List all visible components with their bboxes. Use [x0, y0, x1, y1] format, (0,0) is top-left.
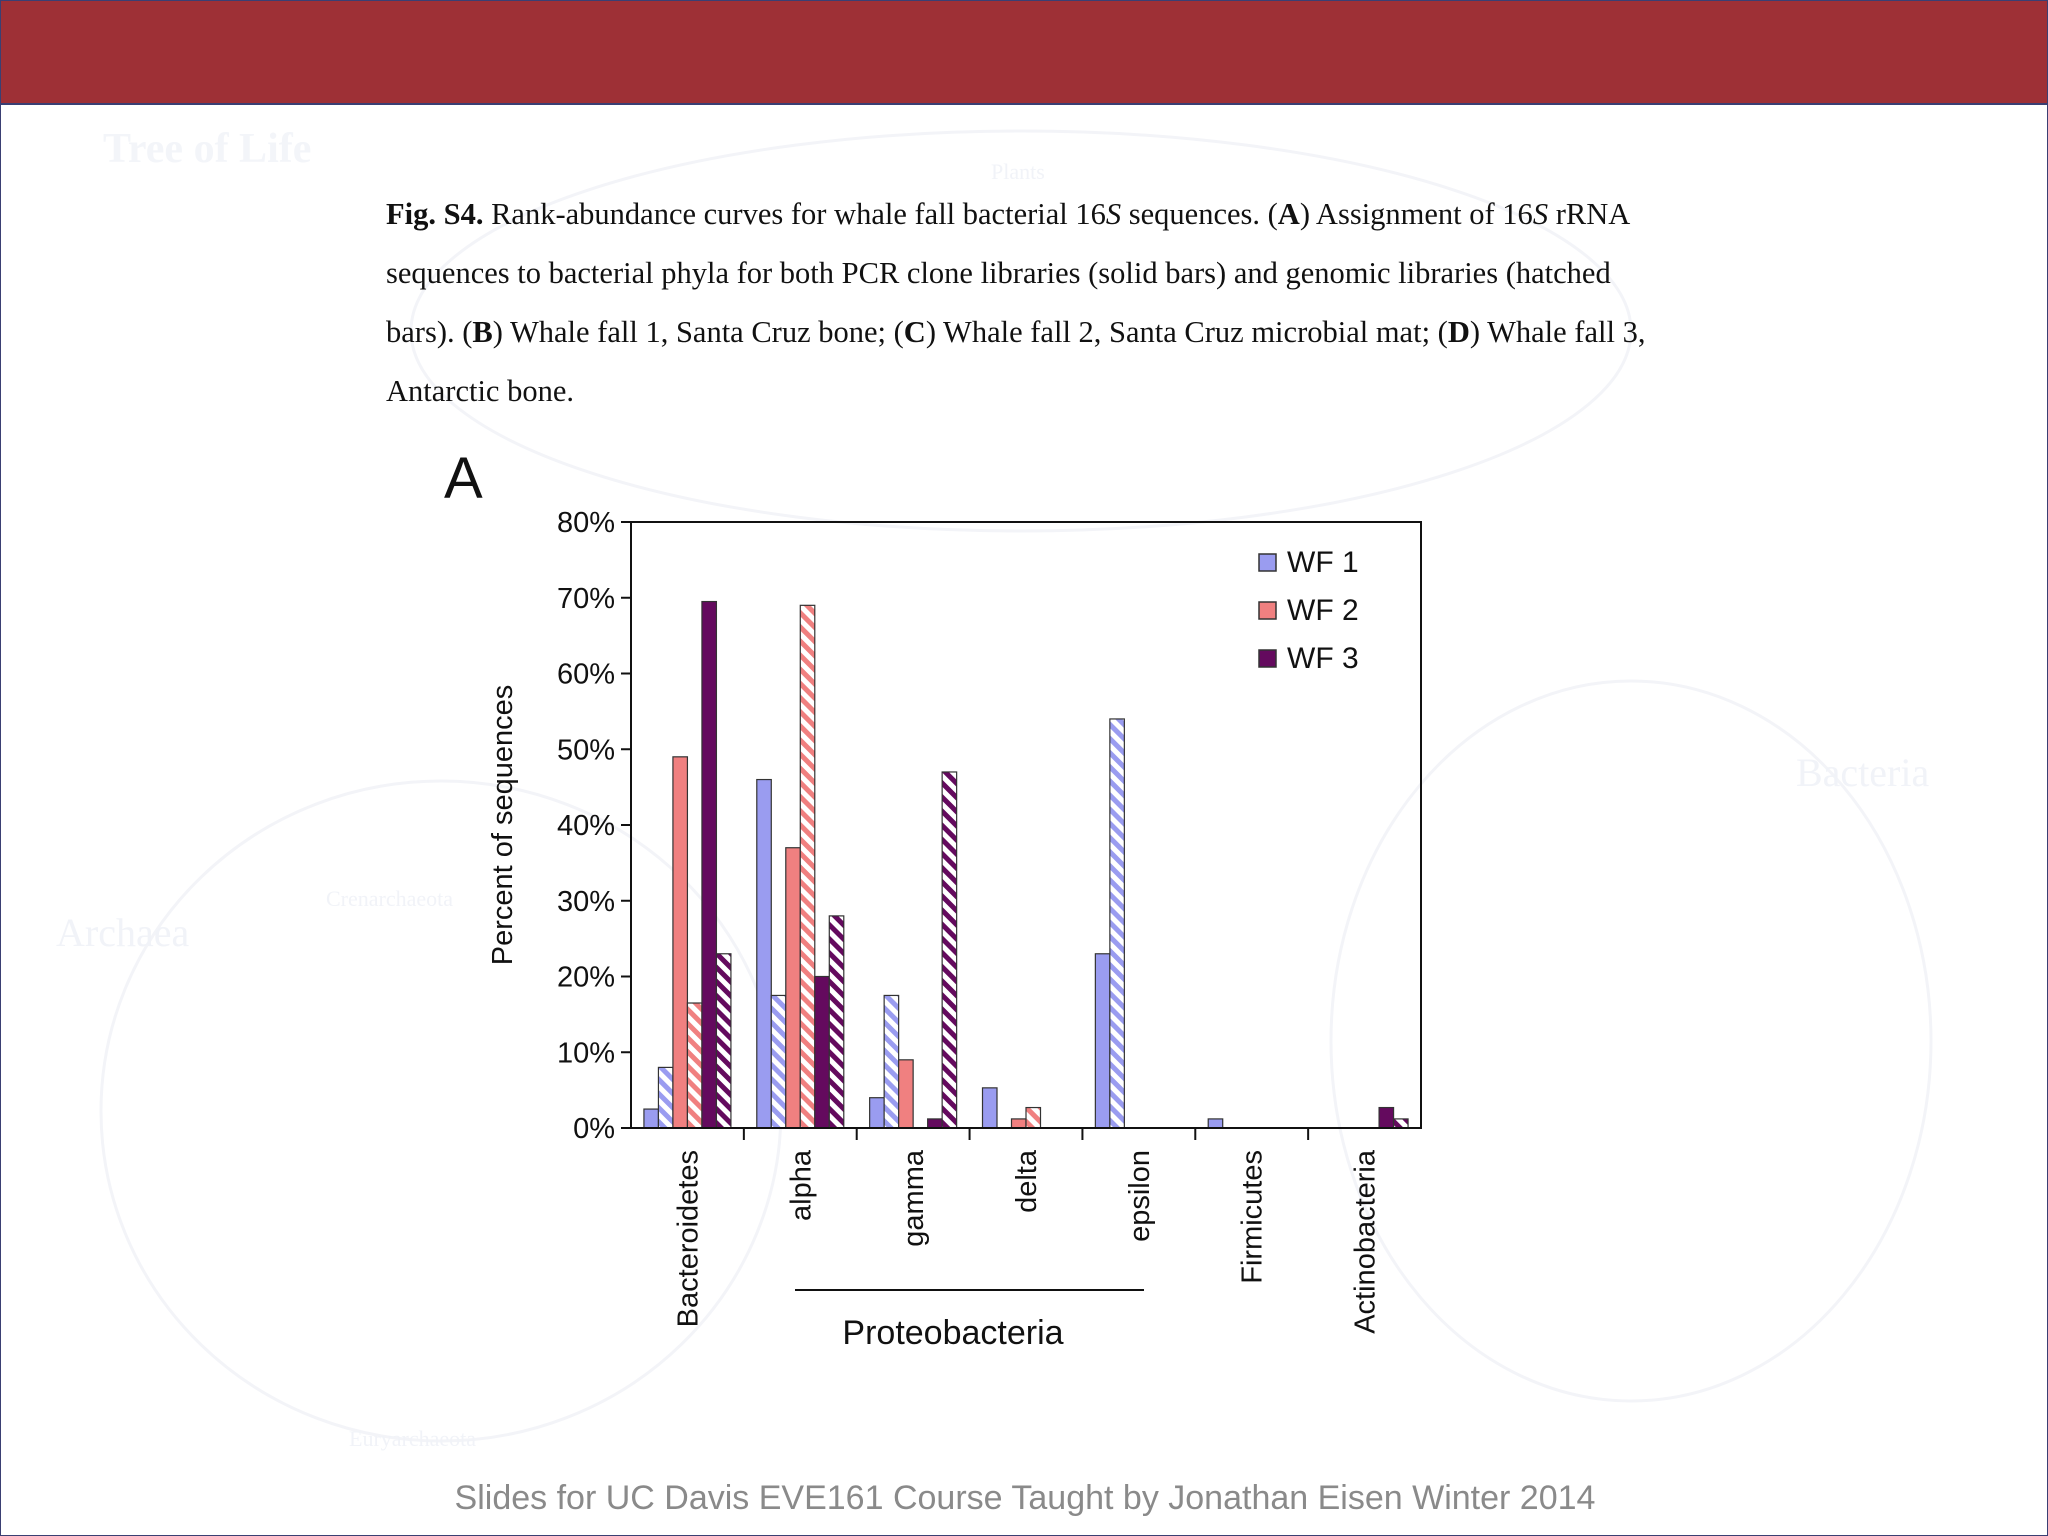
- y-tick-label: 20%: [556, 961, 615, 994]
- bg-label-bacteria: Bacteria: [1796, 750, 1930, 795]
- slide-footer: Slides for UC Davis EVE161 Course Taught by Jonathan Eisen Winter 2014: [454, 1479, 1596, 1517]
- bar-wf1-pcr: [644, 1109, 659, 1128]
- bar-wf1-pcr: [983, 1088, 998, 1128]
- bar-wf1-genomic: [884, 995, 899, 1128]
- legend-swatch: [1259, 650, 1276, 667]
- bar-wf2-pcr: [1012, 1119, 1027, 1128]
- caption-text: ) Whale fall 3, Antarctic bone.: [386, 315, 1646, 408]
- bar-wf3-genomic: [829, 916, 844, 1128]
- x-tick-label: epsilon: [1123, 1150, 1156, 1242]
- bar-wf2-genomic: [800, 605, 815, 1128]
- bg-label-euryarchaeota: Euryarchaeota: [349, 1426, 477, 1451]
- bar-wf1-genomic: [1110, 719, 1125, 1128]
- bar-wf3-genomic: [1394, 1119, 1409, 1128]
- legend: [1259, 546, 1359, 675]
- caption-italic-s: S: [1532, 197, 1549, 231]
- bar-wf2-pcr: [673, 757, 688, 1128]
- bar-wf3-pcr: [928, 1119, 943, 1128]
- bar-wf1-pcr: [757, 780, 772, 1128]
- caption-panel-d: D: [1447, 315, 1470, 349]
- bar-wf2-genomic: [1026, 1108, 1041, 1128]
- y-tick-label: 80%: [556, 507, 615, 539]
- legend-swatch: [1259, 554, 1276, 571]
- caption-text: rRNA sequences to bacterial phyla for both PCR clone libraries (solid bars) and genomic libraries (hatched bars). (: [386, 197, 1629, 349]
- x-tick-label: delta: [1011, 1150, 1043, 1213]
- proteobacteria-label: Proteobacteria: [842, 1314, 1064, 1352]
- bar-wf1-genomic: [658, 1067, 673, 1128]
- y-tick-label: 50%: [556, 734, 615, 767]
- bar-wf1-pcr: [870, 1098, 885, 1128]
- bar-wf1-genomic: [771, 995, 786, 1128]
- x-tick-label: Actinobacteria: [1349, 1150, 1382, 1334]
- x-tick-label: Firmicutes: [1236, 1150, 1269, 1284]
- slide-title: Tree of Life: [103, 126, 312, 172]
- y-tick-label: 10%: [556, 1037, 615, 1070]
- caption-italic-s: S: [1105, 197, 1122, 231]
- x-tick-label: alpha: [785, 1150, 818, 1221]
- x-tick-label: gamma: [898, 1150, 931, 1247]
- legend-label: WF 3: [1287, 642, 1359, 675]
- bg-label-plants: Plants: [991, 159, 1045, 184]
- panel-label: A: [444, 446, 483, 511]
- caption-panel-a: A: [1277, 197, 1300, 231]
- bg-label-crenarchaeota: Crenarchaeota: [326, 886, 454, 911]
- caption-panel-b: B: [472, 315, 493, 349]
- bar-wf2-pcr: [899, 1060, 914, 1128]
- bar-wf2-pcr: [786, 848, 801, 1128]
- bar-wf2-genomic: [687, 1003, 702, 1128]
- bar-wf3-pcr: [1379, 1108, 1394, 1128]
- legend-label: WF 1: [1287, 546, 1359, 579]
- caption-text: ) Whale fall 2, Santa Cruz microbial mat; (: [925, 315, 1448, 349]
- y-axis-label: Percent of sequences: [487, 684, 519, 966]
- bars: [644, 602, 1408, 1140]
- caption-fig-label: Fig. S4.: [386, 197, 484, 231]
- bar-wf1-pcr: [1208, 1119, 1223, 1128]
- bar-wf3-pcr: [702, 602, 717, 1128]
- y-tick-label: 70%: [556, 582, 615, 615]
- caption-text: ) Assignment of 16: [1299, 197, 1533, 231]
- bar-wf3-pcr: [815, 977, 830, 1129]
- bar-wf3-genomic: [716, 954, 731, 1128]
- x-tick-labels: [672, 1149, 1381, 1334]
- legend-swatch: [1259, 602, 1276, 619]
- legend-label: WF 2: [1287, 594, 1359, 627]
- y-tick-label: 60%: [556, 658, 615, 691]
- y-grid-ticks: [557, 507, 631, 1145]
- y-tick-label: 0%: [573, 1113, 615, 1145]
- bar-wf3-genomic: [942, 772, 957, 1128]
- bar-chart: [1, 1, 2048, 1536]
- caption-text: ) Whale fall 1, Santa Cruz bone; (: [492, 315, 904, 349]
- caption-panel-c: C: [903, 315, 926, 349]
- bar-wf1-pcr: [1095, 954, 1110, 1128]
- caption-text: sequences. (: [1121, 197, 1278, 231]
- y-tick-label: 30%: [556, 885, 615, 918]
- caption-text: Rank-abundance curves for whale fall bacterial 16: [483, 197, 1106, 231]
- bg-label-archaea: Archaea: [56, 910, 190, 955]
- x-tick-label: Bacteroidetes: [672, 1150, 705, 1328]
- y-tick-label: 40%: [556, 810, 615, 842]
